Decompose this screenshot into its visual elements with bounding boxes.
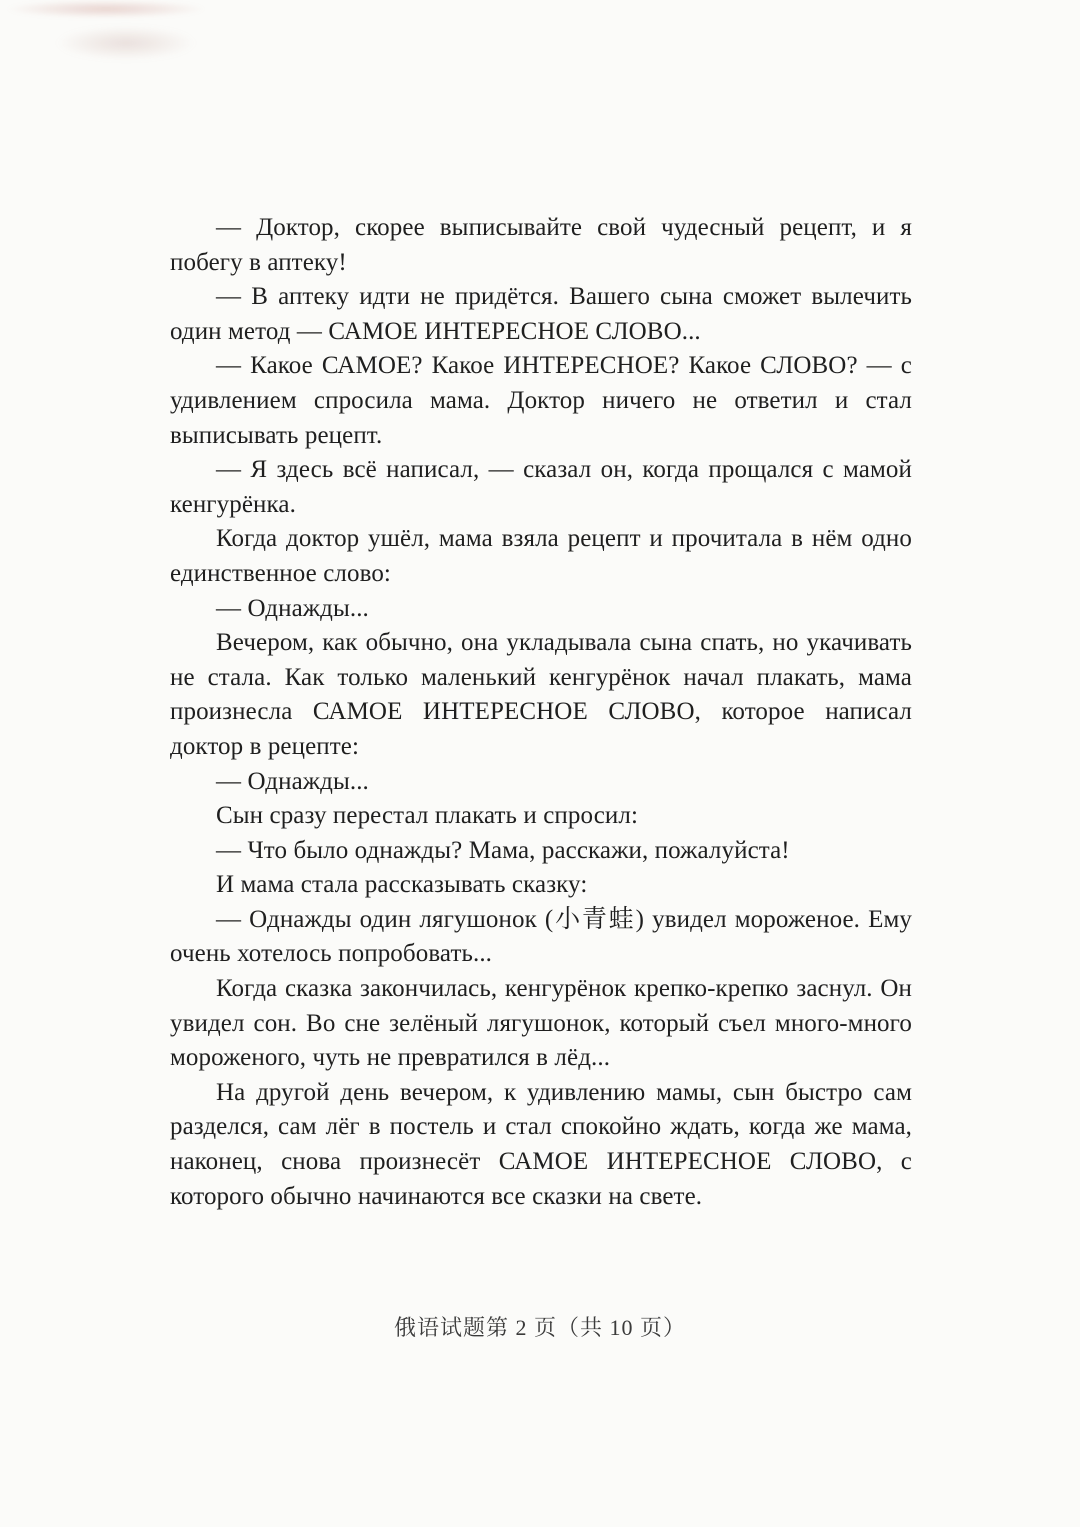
paragraph: Сын сразу перестал плакать и спросил: bbox=[216, 802, 639, 830]
page-number-label: 俄语试题第 2 页（共 10 页） bbox=[393, 1315, 686, 1340]
paragraph: — Однажды... bbox=[216, 594, 369, 622]
paragraph: — Однажды... bbox=[216, 767, 369, 795]
paragraph: — В аптеку идти не придётся. Вашего сына сможет вылечить один метод — САМОЕ ИНТЕРЕСНОЕ СЛОВО... bbox=[170, 283, 912, 345]
reading-passage bbox=[170, 211, 912, 1214]
paragraph: — Однажды один лягушонок (小青蛙) увидел мороженое. Ему очень хотелось попробовать... bbox=[170, 905, 912, 968]
scan-artifact-mark bbox=[56, 26, 196, 60]
paragraph: — Доктор, скорее выписывайте свой чудесный рецепт, и я побегу в аптеку! bbox=[170, 214, 912, 276]
scan-artifact-mark bbox=[6, 0, 206, 18]
paragraph: Когда сказка закончилась, кенгурёнок крепко-крепко заснул. Он увидел сон. Во сне зелёный лягушонок, который съел много-много мороженого, чуть не превратился в лёд... bbox=[170, 975, 912, 1072]
paragraph: На другой день вечером, к удивлению мамы, сын быстро сам разделся, сам лёг в постель и стал спокойно ждать, когда же мама, наконец, снова произнесёт САМОЕ ИНТЕРЕСНОЕ СЛОВО, с которого обычно начинаются все сказки на свете. bbox=[170, 1078, 912, 1210]
paragraph: — Какое САМОЕ? Какое ИНТЕРЕСНОЕ? Какое СЛОВО? — с удивлением спросила мама. Доктор ничего не ответил и стал выписывать рецепт. bbox=[170, 352, 912, 449]
paragraph: Вечером, как обычно, она укладывала сына спать, но укачивать не стала. Как только маленький кенгурёнок начал плакать, мама произнесла САМОЕ ИНТЕРЕСНОЕ СЛОВО, которое написал доктор в рецепте: bbox=[170, 629, 912, 760]
paragraph: — Я здесь всё написал, — сказал он, когда прощался с мамой кенгурёнка. bbox=[170, 456, 912, 518]
paragraph: — Что было однажды? Мама, расскажи, пожалуйста! bbox=[216, 836, 790, 864]
paragraph: И мама стала рассказывать сказку: bbox=[216, 871, 588, 899]
paragraph: Когда доктор ушёл, мама взяла рецепт и прочитала в нём одно единственное слово: bbox=[170, 525, 912, 587]
page-number-footer bbox=[0, 1313, 1080, 1343]
